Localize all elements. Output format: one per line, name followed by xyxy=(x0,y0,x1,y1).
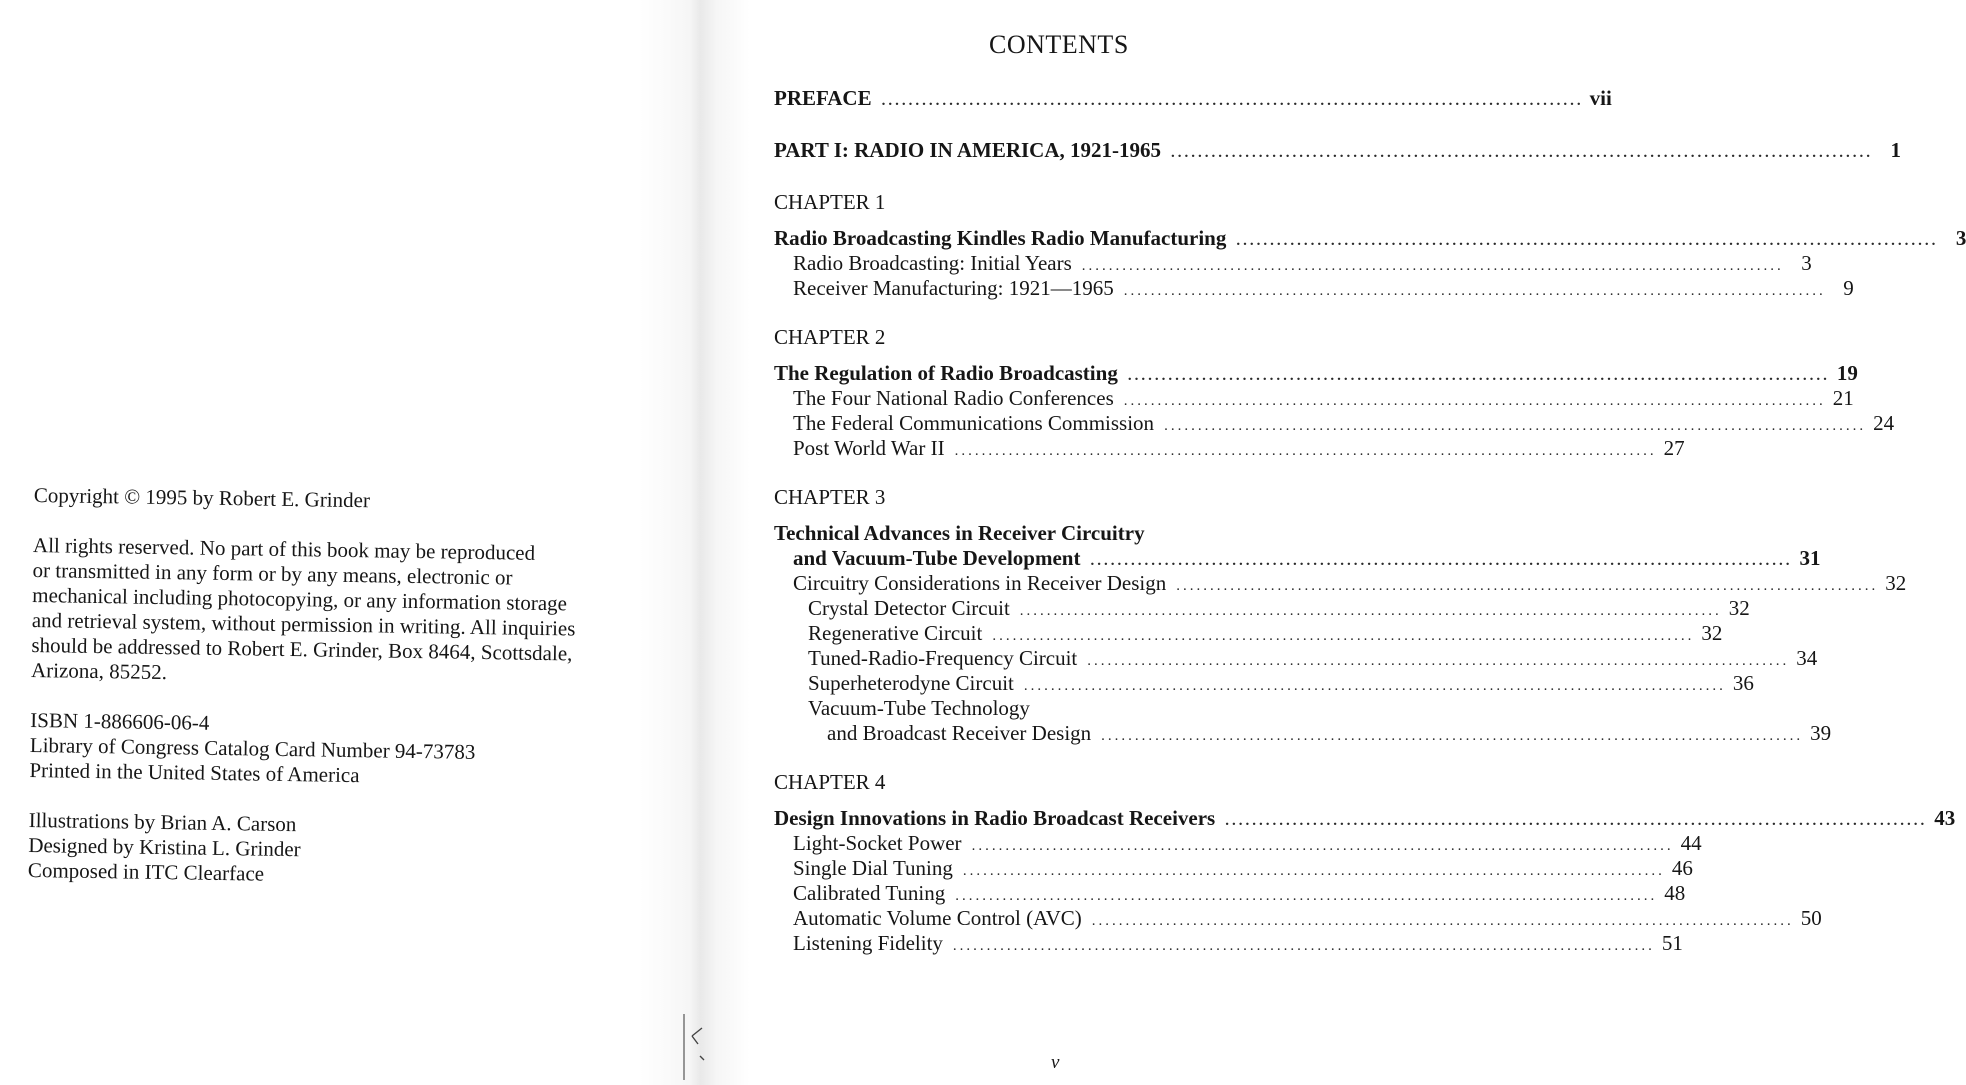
toc-entry-chapter-title xyxy=(774,546,1821,571)
dot-leader: ........................................................................................................ xyxy=(1171,145,1873,161)
toc-label: Post World War II xyxy=(793,436,945,460)
toc-page-number: 9 xyxy=(1843,276,1854,300)
dot-leader: ........................................................................................................ xyxy=(1019,603,1722,619)
toc-page-number: 50 xyxy=(1800,906,1822,930)
toc-label: and Vacuum-Tube Development xyxy=(793,546,1081,570)
toc-page-number: 48 xyxy=(1664,881,1686,905)
copyright-block xyxy=(28,483,604,892)
rights-line: Arizona, 85252. xyxy=(30,657,168,685)
catalog-line: Library of Congress Catalog Card Number 94-73783 xyxy=(29,732,476,764)
toc-label: Radio Broadcasting: Initial Years xyxy=(793,251,1072,275)
dot-leader: ........................................................................................................ xyxy=(992,628,1695,644)
dot-leader: ........................................................................................................ xyxy=(1236,233,1939,249)
toc-label: Radio Broadcasting Kindles Radio Manufacturing xyxy=(774,226,1227,250)
toc-label: Vacuum-Tube Technology xyxy=(808,696,1030,720)
toc-entry xyxy=(774,831,1702,856)
toc-page-number: 21 xyxy=(1832,386,1854,410)
dot-leader: ........................................................................................................ xyxy=(1225,813,1928,829)
toc-label: Receiver Manufacturing: 1921—1965 xyxy=(793,276,1114,300)
chapter-heading: CHAPTER 4 xyxy=(774,770,886,794)
copyright-page xyxy=(0,0,680,1085)
toc-page-number: 31 xyxy=(1799,546,1821,570)
dot-leader: ........................................................................................................ xyxy=(1090,553,1793,569)
toc-page-number: vii xyxy=(1589,86,1612,110)
rights-line: All rights reserved. No part of this book may be reproduced xyxy=(32,532,536,565)
toc-page-number: 39 xyxy=(1810,721,1832,745)
dot-leader: ........................................................................................................ xyxy=(1176,578,1879,594)
toc-entry-part xyxy=(774,138,1901,163)
toc-label: Light-Socket Power xyxy=(793,831,962,855)
toc-label: Design Innovations in Radio Broadcast Receivers xyxy=(774,806,1216,830)
toc-page-number: 34 xyxy=(1796,646,1818,670)
printed-line: Printed in the United States of America xyxy=(29,757,360,788)
dot-leader: ........................................................................................................ xyxy=(1127,368,1830,384)
dot-leader: ........................................................................................................ xyxy=(1123,283,1826,299)
rights-line: and retrieval system, without permission in writing. All inquiries xyxy=(31,607,576,641)
toc-entry xyxy=(774,881,1686,906)
toc-page-number: 43 xyxy=(1934,806,1956,830)
chapter-heading: CHAPTER 2 xyxy=(774,325,886,349)
toc-page-number: 44 xyxy=(1680,831,1702,855)
toc-entry-chapter-title xyxy=(774,226,1966,251)
chapter-heading: CHAPTER 3 xyxy=(774,485,886,509)
toc-page-number: 3 xyxy=(1955,226,1966,250)
dot-leader: ........................................................................................................ xyxy=(1087,653,1790,669)
toc-entry xyxy=(774,906,1822,931)
toc-label: Technical Advances in Receiver Circuitry xyxy=(774,521,1145,545)
toc-label: Single Dial Tuning xyxy=(793,856,953,880)
illustrations-credit: Illustrations by Brian A. Carson xyxy=(28,807,297,837)
toc-page-number: 24 xyxy=(1873,411,1895,435)
toc-entry-chapter-title xyxy=(774,361,1858,386)
dot-leader: ........................................................................................................ xyxy=(1081,258,1784,274)
toc-label: The Regulation of Radio Broadcasting xyxy=(774,361,1118,385)
toc-entry-chapter-title-line1 xyxy=(774,521,1326,546)
toc-entry xyxy=(774,571,1907,596)
toc-entry xyxy=(774,621,1723,646)
toc-entry xyxy=(774,696,1326,721)
rights-line: mechanical including photocopying, or any information storage xyxy=(32,582,568,616)
toc-page-number: 1 xyxy=(1890,138,1901,162)
toc-page-number: 32 xyxy=(1701,621,1723,645)
rights-line: should be addressed to Robert E. Grinder, Box 8464, Scottsdale, xyxy=(31,632,573,666)
toc-entry xyxy=(774,721,1832,746)
dot-leader: ........................................................................................................ xyxy=(955,888,1658,904)
toc-entry xyxy=(774,436,1685,461)
isbn-line: ISBN 1-886606-06-4 xyxy=(30,707,210,735)
toc-entry xyxy=(774,276,1854,301)
toc-entry xyxy=(774,411,1895,436)
toc-page-number: 46 xyxy=(1671,856,1693,880)
dot-leader: ........................................................................................................ xyxy=(1164,418,1867,434)
toc-entry-chapter-title xyxy=(774,806,1956,831)
toc-page-number: 32 xyxy=(1728,596,1750,620)
chapter-heading: CHAPTER 1 xyxy=(774,190,886,214)
toc-label: Calibrated Tuning xyxy=(793,881,946,905)
toc-label: PART I: RADIO IN AMERICA, 1921-1965 xyxy=(774,138,1161,162)
toc-page-number: 27 xyxy=(1663,436,1685,460)
dot-leader: ........................................................................................................ xyxy=(962,863,1665,879)
page-number: v xyxy=(1051,1052,1060,1073)
toc-label: Automatic Volume Control (AVC) xyxy=(793,906,1082,930)
toc-label: The Four National Radio Conferences xyxy=(793,386,1114,410)
toc-page-number: 3 xyxy=(1801,251,1812,275)
dot-leader: ........................................................................................................ xyxy=(954,443,1657,459)
toc-label: The Federal Communications Commission xyxy=(793,411,1155,435)
toc-entry xyxy=(774,931,1683,956)
dot-leader: ........................................................................................................ xyxy=(971,838,1674,854)
toc-entry xyxy=(774,856,1693,881)
toc-label: Regenerative Circuit xyxy=(808,621,983,645)
toc-entry xyxy=(774,251,1812,276)
rights-line: or transmitted in any form or by any means, electronic or xyxy=(32,557,513,590)
dot-leader: ........................................................................................................ xyxy=(1101,728,1804,744)
typeface-credit: Composed in ITC Clearface xyxy=(27,857,265,886)
toc-label: PREFACE xyxy=(774,86,872,110)
toc-label: Tuned-Radio-Frequency Circuit xyxy=(808,646,1078,670)
toc-entry-preface xyxy=(774,86,1612,111)
dot-leader: ........................................................................................................ xyxy=(1123,393,1826,409)
toc-entry xyxy=(774,671,1754,696)
toc-page-number: 51 xyxy=(1661,931,1683,955)
table-of-contents xyxy=(774,86,1966,956)
toc-entry xyxy=(774,596,1750,621)
dot-leader: ........................................................................................................ xyxy=(881,93,1584,109)
toc-page-number: 32 xyxy=(1885,571,1907,595)
toc-label: and Broadcast Receiver Design xyxy=(827,721,1092,745)
toc-label: Superheterodyne Circuit xyxy=(808,671,1014,695)
contents-title: CONTENTS xyxy=(989,30,1129,59)
contents-page xyxy=(700,0,1966,1085)
toc-label: Listening Fidelity xyxy=(793,931,943,955)
toc-label: Crystal Detector Circuit xyxy=(808,596,1010,620)
dot-leader: ........................................................................................................ xyxy=(1091,913,1794,929)
dot-leader: ........................................................................................................ xyxy=(1023,678,1726,694)
toc-page-number: 36 xyxy=(1732,671,1754,695)
handwritten-mark-icon xyxy=(678,1010,718,1080)
design-credit: Designed by Kristina L. Grinder xyxy=(28,832,301,862)
toc-entry xyxy=(774,646,1818,671)
toc-label: Circuitry Considerations in Receiver Design xyxy=(793,571,1167,595)
toc-page-number: 19 xyxy=(1836,361,1858,385)
dot-leader: ........................................................................................................ xyxy=(952,938,1655,954)
toc-entry xyxy=(774,386,1854,411)
copyright-line: Copyright © 1995 by Robert E. Grinder xyxy=(33,483,371,513)
